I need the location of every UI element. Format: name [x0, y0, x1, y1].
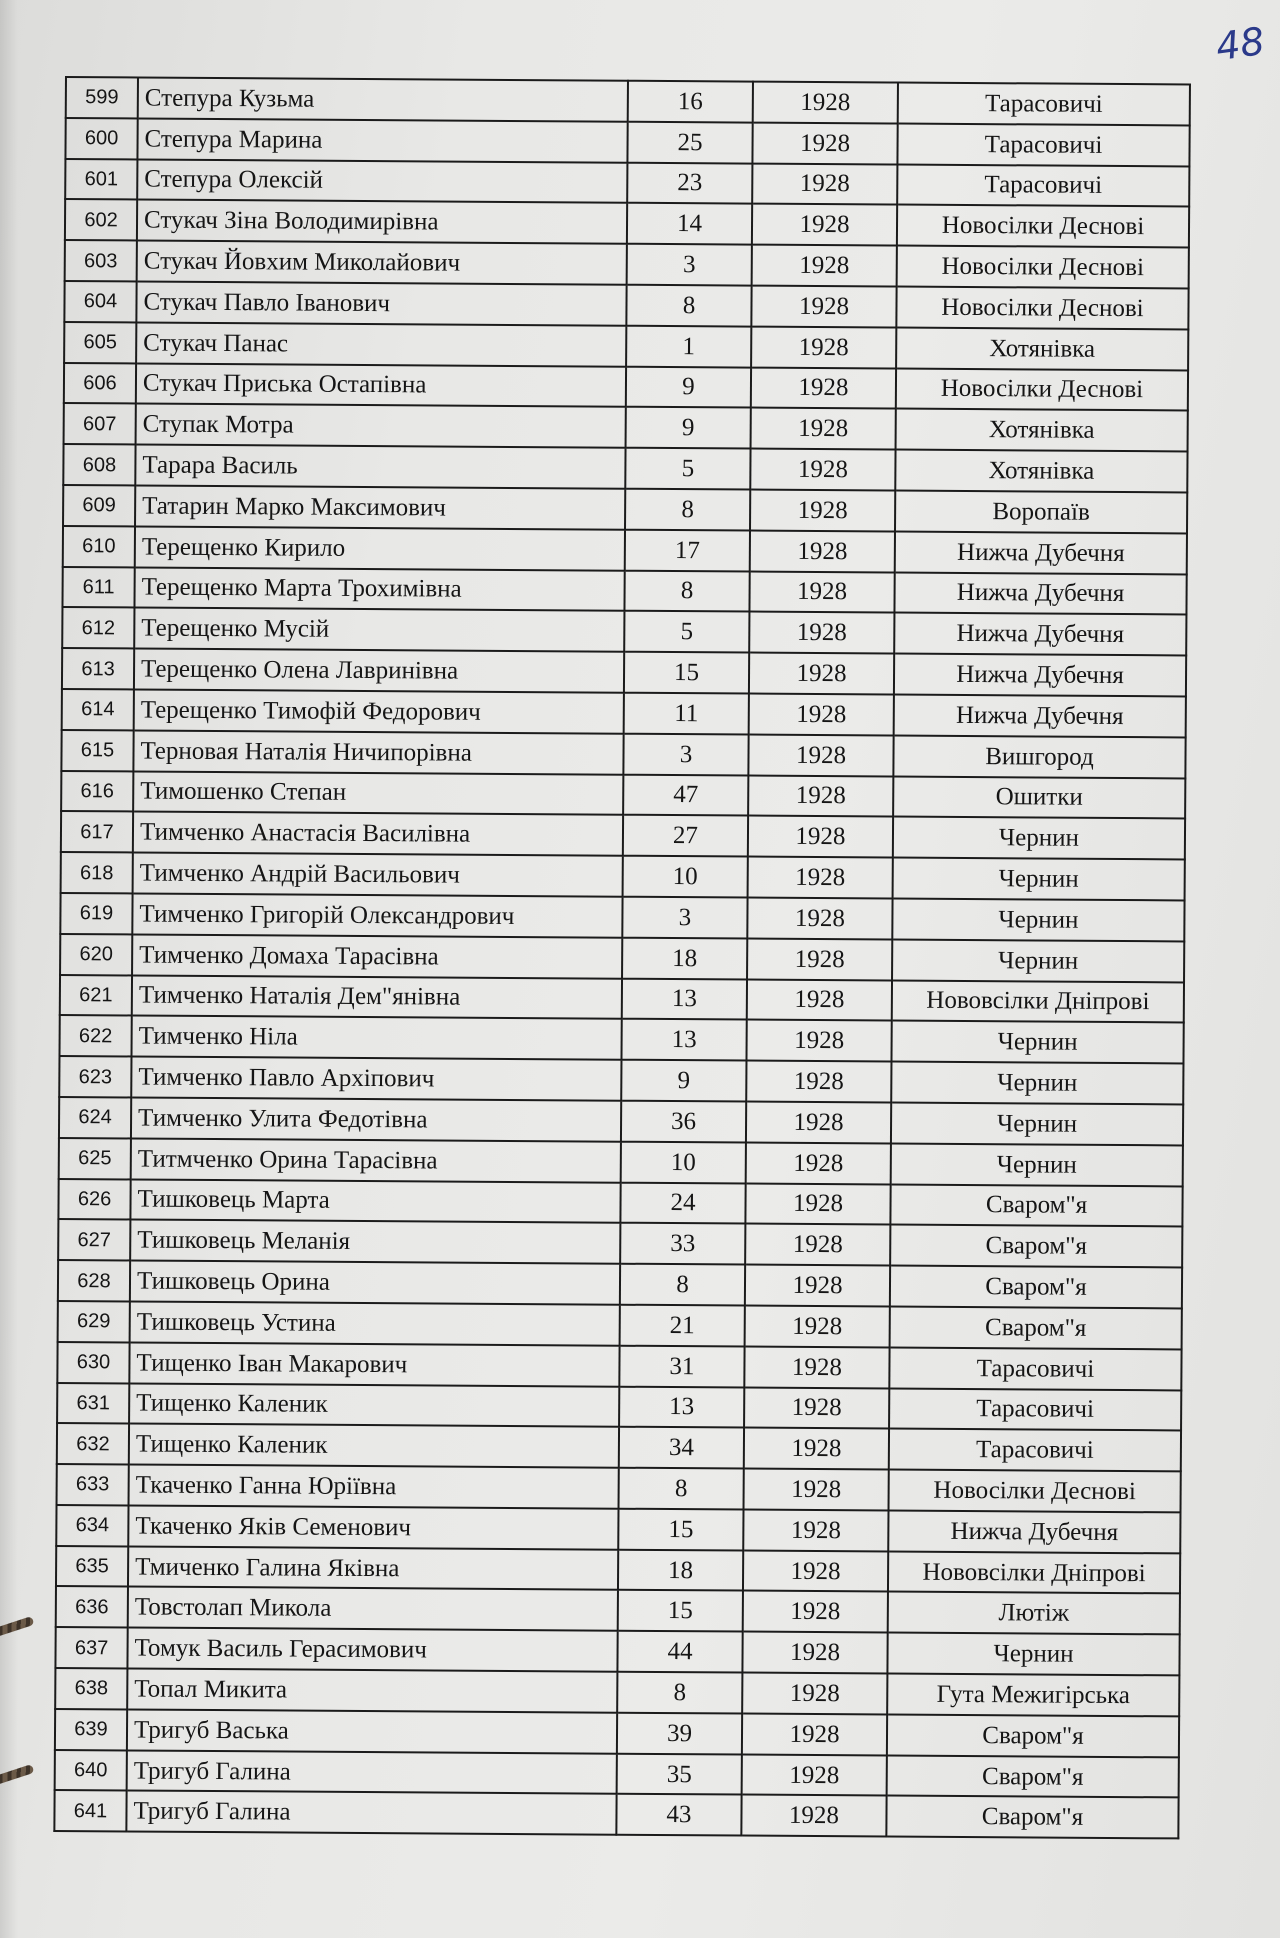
row-number-cell: 624: [59, 1097, 131, 1138]
table-row: [54, 1790, 1178, 1838]
person-name-cell: Тимченко Домаха Тарасівна: [132, 934, 622, 978]
year-cell: 1928: [751, 408, 896, 450]
person-name-cell: Тищенко Іван Макарович: [129, 1342, 619, 1386]
row-number-cell: 638: [55, 1668, 127, 1709]
year-cell: 1928: [749, 571, 894, 613]
age-cell: 27: [623, 815, 748, 857]
age-cell: 5: [624, 611, 749, 653]
age-cell: 44: [617, 1631, 742, 1673]
year-cell: 1928: [745, 1224, 890, 1266]
village-cell: Нижча Дубечня: [894, 613, 1186, 656]
row-number-cell: 602: [65, 199, 137, 240]
row-number-cell: 615: [61, 730, 133, 771]
age-cell: 23: [627, 162, 752, 204]
village-cell: Новосілки Деснові: [897, 246, 1189, 289]
person-name-cell: Степура Марина: [137, 118, 627, 162]
row-number-cell: 633: [57, 1464, 129, 1505]
year-cell: 1928: [747, 897, 892, 939]
person-name-cell: Тимченко Анастасія Василівна: [133, 812, 623, 856]
person-name-cell: Татарин Марко Максимович: [135, 485, 625, 529]
row-number-cell: 635: [56, 1546, 128, 1587]
year-cell: 1928: [742, 1713, 887, 1755]
age-cell: 3: [627, 244, 752, 286]
village-cell: Нижча Дубечня: [894, 572, 1186, 615]
year-cell: 1928: [743, 1550, 888, 1592]
village-cell: Тарасовичі: [897, 164, 1189, 207]
person-name-cell: Стукач Павло Іванович: [136, 281, 626, 325]
row-number-cell: 621: [60, 975, 132, 1016]
person-name-cell: Тарара Василь: [135, 445, 625, 489]
village-cell: Тарасовичі: [889, 1429, 1181, 1472]
row-number-cell: 611: [62, 567, 134, 608]
row-number-cell: 620: [60, 934, 132, 975]
person-name-cell: Тишковець Меланія: [130, 1220, 620, 1264]
age-cell: 35: [617, 1753, 742, 1795]
person-name-cell: Тишковець Марта: [130, 1179, 620, 1223]
village-cell: Нововсілки Дніпрові: [892, 980, 1184, 1023]
person-name-cell: Тмиченко Галина Яківна: [128, 1546, 618, 1590]
person-name-cell: Терещенко Мусій: [134, 608, 624, 652]
year-cell: 1928: [747, 979, 892, 1021]
row-number-cell: 626: [58, 1178, 130, 1219]
year-cell: 1928: [748, 775, 893, 817]
year-cell: 1928: [745, 1183, 890, 1225]
person-name-cell: Томук Василь Герасимович: [127, 1628, 617, 1672]
row-number-cell: 617: [61, 811, 133, 852]
age-cell: 16: [628, 81, 753, 123]
age-cell: 43: [616, 1794, 741, 1836]
year-cell: 1928: [743, 1591, 888, 1633]
year-cell: 1928: [748, 816, 893, 858]
age-cell: 9: [621, 1060, 746, 1102]
year-cell: 1928: [751, 326, 896, 368]
row-number-cell: 616: [61, 771, 133, 812]
row-number-cell: 640: [55, 1750, 127, 1791]
row-number-cell: 600: [65, 118, 137, 159]
age-cell: 8: [625, 489, 750, 531]
row-number-cell: 637: [55, 1627, 127, 1668]
age-cell: 34: [619, 1427, 744, 1469]
row-number-cell: 606: [64, 363, 136, 404]
village-cell: Хотянівка: [895, 450, 1187, 493]
row-number-cell: 629: [58, 1301, 130, 1342]
year-cell: 1928: [751, 367, 896, 409]
year-cell: 1928: [746, 1061, 891, 1103]
year-cell: 1928: [748, 857, 893, 899]
person-name-cell: Терещенко Олена Лавринівна: [134, 649, 624, 693]
village-cell: Сваром"я: [887, 1755, 1179, 1798]
person-name-cell: Тимченко Андрій Васильович: [133, 853, 623, 897]
age-cell: 14: [627, 203, 752, 245]
age-cell: 5: [625, 448, 750, 490]
person-name-cell: Тимченко Григорій Олександрович: [132, 893, 622, 937]
year-cell: 1928: [753, 82, 898, 124]
age-cell: 36: [621, 1101, 746, 1143]
row-number-cell: 612: [62, 607, 134, 648]
village-cell: Сваром"я: [890, 1184, 1182, 1227]
register-table-body: [54, 77, 1190, 1839]
age-cell: 8: [624, 570, 749, 612]
age-cell: 10: [623, 856, 748, 898]
person-name-cell: Товстолап Микола: [128, 1587, 618, 1631]
village-cell: Вишгород: [893, 735, 1185, 778]
village-cell: Чернин: [891, 1143, 1183, 1186]
age-cell: 1: [626, 326, 751, 368]
person-name-cell: Терещенко Марта Трохимівна: [134, 567, 624, 611]
village-cell: Нижча Дубечня: [894, 654, 1186, 697]
row-number-cell: 631: [57, 1382, 129, 1423]
village-cell: Сваром"я: [890, 1225, 1182, 1268]
year-cell: 1928: [752, 245, 897, 287]
age-cell: 17: [625, 529, 750, 571]
row-number-cell: 609: [63, 485, 135, 526]
year-cell: 1928: [747, 938, 892, 980]
village-cell: Новосілки Деснові: [896, 368, 1188, 411]
year-cell: 1928: [750, 490, 895, 532]
age-cell: 8: [626, 285, 751, 327]
age-cell: 9: [626, 366, 751, 408]
row-number-cell: 632: [57, 1423, 129, 1464]
person-name-cell: Терещенко Кирило: [135, 526, 625, 570]
age-cell: 8: [620, 1264, 745, 1306]
age-cell: 33: [620, 1223, 745, 1265]
year-cell: 1928: [748, 734, 893, 776]
age-cell: 47: [623, 774, 748, 816]
person-name-cell: Степура Кузьма: [138, 77, 628, 121]
row-number-cell: 628: [58, 1260, 130, 1301]
village-cell: Гута Межигірська: [887, 1674, 1179, 1717]
person-name-cell: Ткаченко Ганна Юріївна: [129, 1465, 619, 1509]
row-number-cell: 636: [56, 1586, 128, 1627]
row-number-cell: 625: [59, 1138, 131, 1179]
age-cell: 18: [618, 1549, 743, 1591]
age-cell: 21: [620, 1305, 745, 1347]
year-cell: 1928: [752, 204, 897, 246]
village-cell: Хотянівка: [896, 327, 1188, 370]
age-cell: 3: [622, 897, 747, 939]
row-number-cell: 623: [59, 1056, 131, 1097]
row-number-cell: 618: [61, 852, 133, 893]
row-number-cell: 634: [56, 1505, 128, 1546]
year-cell: 1928: [746, 1101, 891, 1143]
year-cell: 1928: [744, 1428, 889, 1470]
row-number-cell: 613: [62, 648, 134, 689]
year-cell: 1928: [751, 286, 896, 328]
year-cell: 1928: [742, 1673, 887, 1715]
age-cell: 3: [623, 733, 748, 775]
person-name-cell: Ступак Мотра: [136, 404, 626, 448]
person-name-cell: Ткаченко Яків Семенович: [128, 1505, 618, 1549]
row-number-cell: 627: [58, 1219, 130, 1260]
row-number-cell: 599: [66, 77, 138, 118]
row-number-cell: 614: [62, 689, 134, 730]
row-number-cell: 608: [63, 444, 135, 485]
row-number-cell: 622: [59, 1015, 131, 1056]
village-cell: Хотянівка: [896, 409, 1188, 452]
age-cell: 11: [624, 693, 749, 735]
person-name-cell: Стукач Зіна Володимирівна: [137, 200, 627, 244]
age-cell: 10: [621, 1141, 746, 1183]
row-number-cell: 603: [65, 240, 137, 281]
year-cell: 1928: [744, 1387, 889, 1429]
person-name-cell: Степура Олексій: [137, 159, 627, 203]
person-name-cell: Тимченко Наталія Дем"янівна: [132, 975, 622, 1019]
row-number-cell: 604: [64, 281, 136, 322]
person-name-cell: Тимченко Ніла: [131, 1016, 621, 1060]
age-cell: 31: [619, 1345, 744, 1387]
handwritten-page-number: 48: [1213, 18, 1268, 70]
age-cell: 13: [622, 978, 747, 1020]
register-table: [53, 76, 1191, 1840]
person-name-cell: Тишковець Устина: [130, 1301, 620, 1345]
village-cell: Ошитки: [893, 776, 1185, 819]
village-cell: Новосілки Деснові: [897, 205, 1189, 248]
year-cell: 1928: [749, 653, 894, 695]
year-cell: 1928: [742, 1632, 887, 1674]
row-number-cell: 605: [64, 322, 136, 363]
person-name-cell: Стукач Приська Остапівна: [136, 363, 626, 407]
age-cell: 13: [619, 1386, 744, 1428]
age-cell: 8: [617, 1672, 742, 1714]
age-cell: 24: [620, 1182, 745, 1224]
row-number-cell: 607: [64, 403, 136, 444]
age-cell: 18: [622, 937, 747, 979]
village-cell: Чернин: [893, 817, 1185, 860]
person-name-cell: Тригуб Васька: [127, 1709, 617, 1753]
village-cell: Чернин: [892, 939, 1184, 982]
village-cell: Нововсілки Дніпрові: [888, 1551, 1180, 1594]
age-cell: 15: [618, 1590, 743, 1632]
village-cell: Нижча Дубечня: [888, 1510, 1180, 1553]
year-cell: 1928: [746, 1020, 891, 1062]
village-cell: Чернин: [891, 1021, 1183, 1064]
village-cell: Тарасовичі: [897, 123, 1189, 166]
year-cell: 1928: [745, 1265, 890, 1307]
village-cell: Чернин: [887, 1633, 1179, 1676]
age-cell: 8: [619, 1468, 744, 1510]
person-name-cell: Титмченко Орина Тарасівна: [131, 1138, 621, 1182]
village-cell: Чернин: [891, 1102, 1183, 1145]
village-cell: Чернин: [893, 858, 1185, 901]
person-name-cell: Тищенко Каленик: [129, 1424, 619, 1468]
row-number-cell: 610: [63, 526, 135, 567]
person-name-cell: Тригуб Галина: [127, 1750, 617, 1794]
year-cell: 1928: [746, 1142, 891, 1184]
year-cell: 1928: [752, 122, 897, 164]
row-number-cell: 639: [55, 1709, 127, 1750]
person-name-cell: Стукач Панас: [136, 322, 626, 366]
person-name-cell: Тимченко Улита Федотівна: [131, 1097, 621, 1141]
village-cell: Нижча Дубечня: [894, 694, 1186, 737]
year-cell: 1928: [752, 163, 897, 205]
age-cell: 15: [624, 652, 749, 694]
age-cell: 13: [621, 1019, 746, 1061]
person-name-cell: Тишковець Орина: [130, 1261, 620, 1305]
age-cell: 39: [617, 1713, 742, 1755]
village-cell: Чернин: [891, 1062, 1183, 1105]
year-cell: 1928: [749, 612, 894, 654]
year-cell: 1928: [743, 1509, 888, 1551]
row-number-cell: 630: [57, 1342, 129, 1383]
row-number-cell: 641: [54, 1790, 126, 1831]
village-cell: Воропаїв: [895, 490, 1187, 533]
year-cell: 1928: [744, 1346, 889, 1388]
village-cell: Тарасовичі: [898, 83, 1190, 126]
person-name-cell: Тищенко Каленик: [129, 1383, 619, 1427]
year-cell: 1928: [744, 1469, 889, 1511]
village-cell: Сваром"я: [886, 1796, 1178, 1839]
page-edge-shadow: [0, 0, 18, 1938]
village-cell: Новосілки Деснові: [896, 287, 1188, 330]
village-cell: Новосілки Деснові: [889, 1470, 1181, 1513]
year-cell: 1928: [742, 1754, 887, 1796]
year-cell: 1928: [745, 1305, 890, 1347]
village-cell: Сваром"я: [890, 1306, 1182, 1349]
village-cell: Сваром"я: [890, 1266, 1182, 1309]
village-cell: Тарасовичі: [889, 1347, 1181, 1390]
year-cell: 1928: [750, 449, 895, 491]
age-cell: 15: [618, 1509, 743, 1551]
person-name-cell: Терещенко Тимофій Федорович: [134, 689, 624, 733]
year-cell: 1928: [750, 530, 895, 572]
age-cell: 9: [626, 407, 751, 449]
village-cell: Сваром"я: [887, 1714, 1179, 1757]
row-number-cell: 619: [60, 893, 132, 934]
year-cell: 1928: [749, 694, 894, 736]
year-cell: 1928: [741, 1795, 886, 1837]
village-cell: Нижча Дубечня: [895, 531, 1187, 574]
village-cell: Чернин: [892, 898, 1184, 941]
person-name-cell: Тригуб Галина: [126, 1791, 616, 1835]
person-name-cell: Тимченко Павло Архіпович: [131, 1057, 621, 1101]
person-name-cell: Стукач Йовхим Миколайович: [137, 241, 627, 285]
village-cell: Лютіж: [888, 1592, 1180, 1635]
person-name-cell: Топал Микита: [127, 1669, 617, 1713]
row-number-cell: 601: [65, 159, 137, 200]
village-cell: Тарасовичі: [889, 1388, 1181, 1431]
person-name-cell: Тимошенко Степан: [133, 771, 623, 815]
person-name-cell: Терновая Наталія Ничипорівна: [133, 730, 623, 774]
age-cell: 25: [627, 122, 752, 164]
